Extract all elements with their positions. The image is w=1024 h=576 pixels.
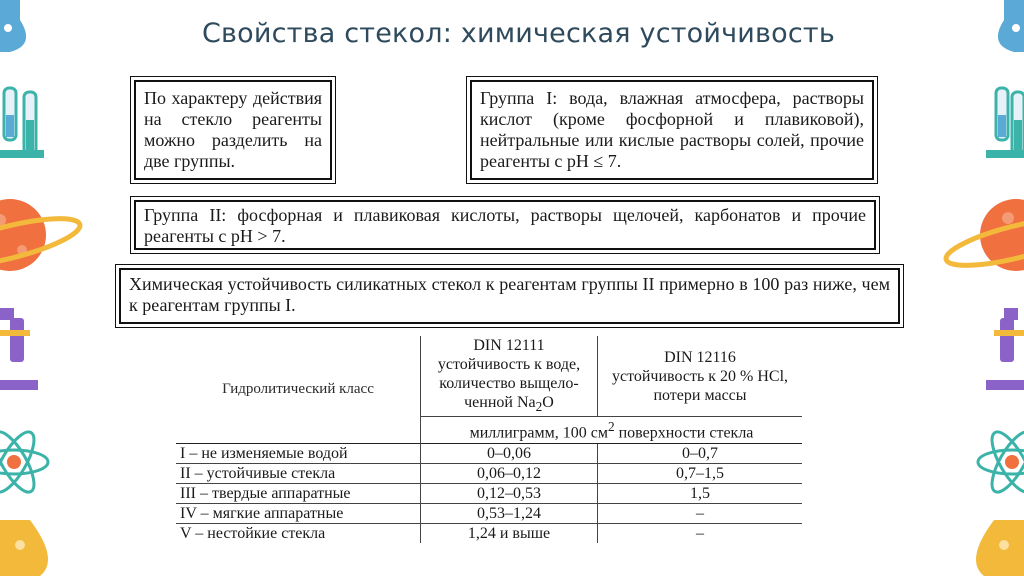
- din12116-line2: устойчивость к 20 % HCl,: [611, 367, 789, 385]
- din12116-title: DIN 12116: [664, 348, 736, 366]
- flask-icon: [998, 0, 1024, 52]
- planet-icon: [0, 199, 84, 275]
- units-prefix: миллиграмм, 100 см: [469, 424, 608, 442]
- din12111-line4-sub: 2: [535, 399, 543, 415]
- din12116-cell: –: [598, 503, 803, 523]
- din12116-cell: 0–0,7: [598, 443, 803, 463]
- class-cell: V – нестойкие стекла: [176, 523, 421, 543]
- din12111-title: DIN 12111: [473, 337, 545, 354]
- right-decoration: [934, 0, 1024, 576]
- col-header-din12116: [598, 336, 803, 417]
- din12111-cell: 0,06–0,12: [421, 463, 598, 483]
- table-row: [176, 523, 802, 543]
- planet-icon: [942, 199, 1024, 275]
- table-row: [176, 443, 802, 463]
- microscope-icon: [986, 308, 1024, 390]
- microscope-icon: [0, 308, 38, 390]
- din12116-line3: потери массы: [653, 386, 747, 404]
- intro-box: По характеру действия на стекло реагенты можно разделить на две группы.: [134, 80, 332, 180]
- beaker-icon: [976, 520, 1024, 576]
- table-row: [176, 463, 802, 483]
- col-header-class: Гидролитический класс: [222, 380, 374, 397]
- din12111-line4-suffix: O: [542, 394, 554, 411]
- din12116-cell: 0,7–1,5: [598, 463, 803, 483]
- table-row: [176, 503, 802, 523]
- din12111-cell: 0,53–1,24: [421, 503, 598, 523]
- din12111-line4-prefix: ченной Na: [464, 394, 536, 411]
- hydrolytic-class-table: [176, 336, 802, 543]
- group1-box: Группа I: вода, влажная атмосфера, растворы кислот (кроме фосфорной и плавиковой), нейтральные или кислые растворы солей, прочие реагенты с pH ≤ 7.: [470, 80, 874, 180]
- beaker-icon: [0, 520, 48, 576]
- slide-title: Свойства стекол: химическая устойчивость: [202, 18, 835, 49]
- conclusion-box: Химическая устойчивость силикатных стекол к реагентам группы II примерно в 100 раз ниже, чем к реагентам группы I.: [119, 268, 900, 324]
- class-cell: IV – мягкие аппаратные: [176, 503, 421, 523]
- group2-box: Группа II: фосфорная и плавиковая кислоты, растворы щелочей, карбонатов и прочие реагенты с pH > 7.: [134, 200, 876, 250]
- table-row: [176, 483, 802, 503]
- flask-icon: [0, 0, 26, 52]
- din12111-line4: [425, 393, 593, 416]
- col-header-din12111: [421, 336, 598, 417]
- class-cell: III – твердые аппаратные: [176, 483, 421, 503]
- units-suffix: поверхности стекла: [614, 424, 754, 442]
- atom-icon: [978, 427, 1024, 498]
- din12116-cell: –: [598, 523, 803, 543]
- din12111-line3: количество выщело-: [439, 375, 579, 392]
- din12111-cell: 1,24 и выше: [421, 523, 598, 543]
- din12111-line2: устойчивость к воде,: [437, 356, 581, 373]
- test-tubes-icon: [0, 88, 44, 158]
- class-cell: II – устойчивые стекла: [176, 463, 421, 483]
- din12111-cell: 0,12–0,53: [421, 483, 598, 503]
- table-header-row: [176, 336, 802, 417]
- din12116-cell: 1,5: [598, 483, 803, 503]
- din12111-cell: 0–0,06: [421, 443, 598, 463]
- test-tubes-icon: [986, 88, 1024, 158]
- atom-icon: [0, 427, 48, 498]
- left-decoration: [0, 0, 90, 576]
- units-sup: 2: [607, 419, 615, 435]
- units-cell: [421, 417, 803, 443]
- class-cell: I – не изменяемые водой: [176, 443, 421, 463]
